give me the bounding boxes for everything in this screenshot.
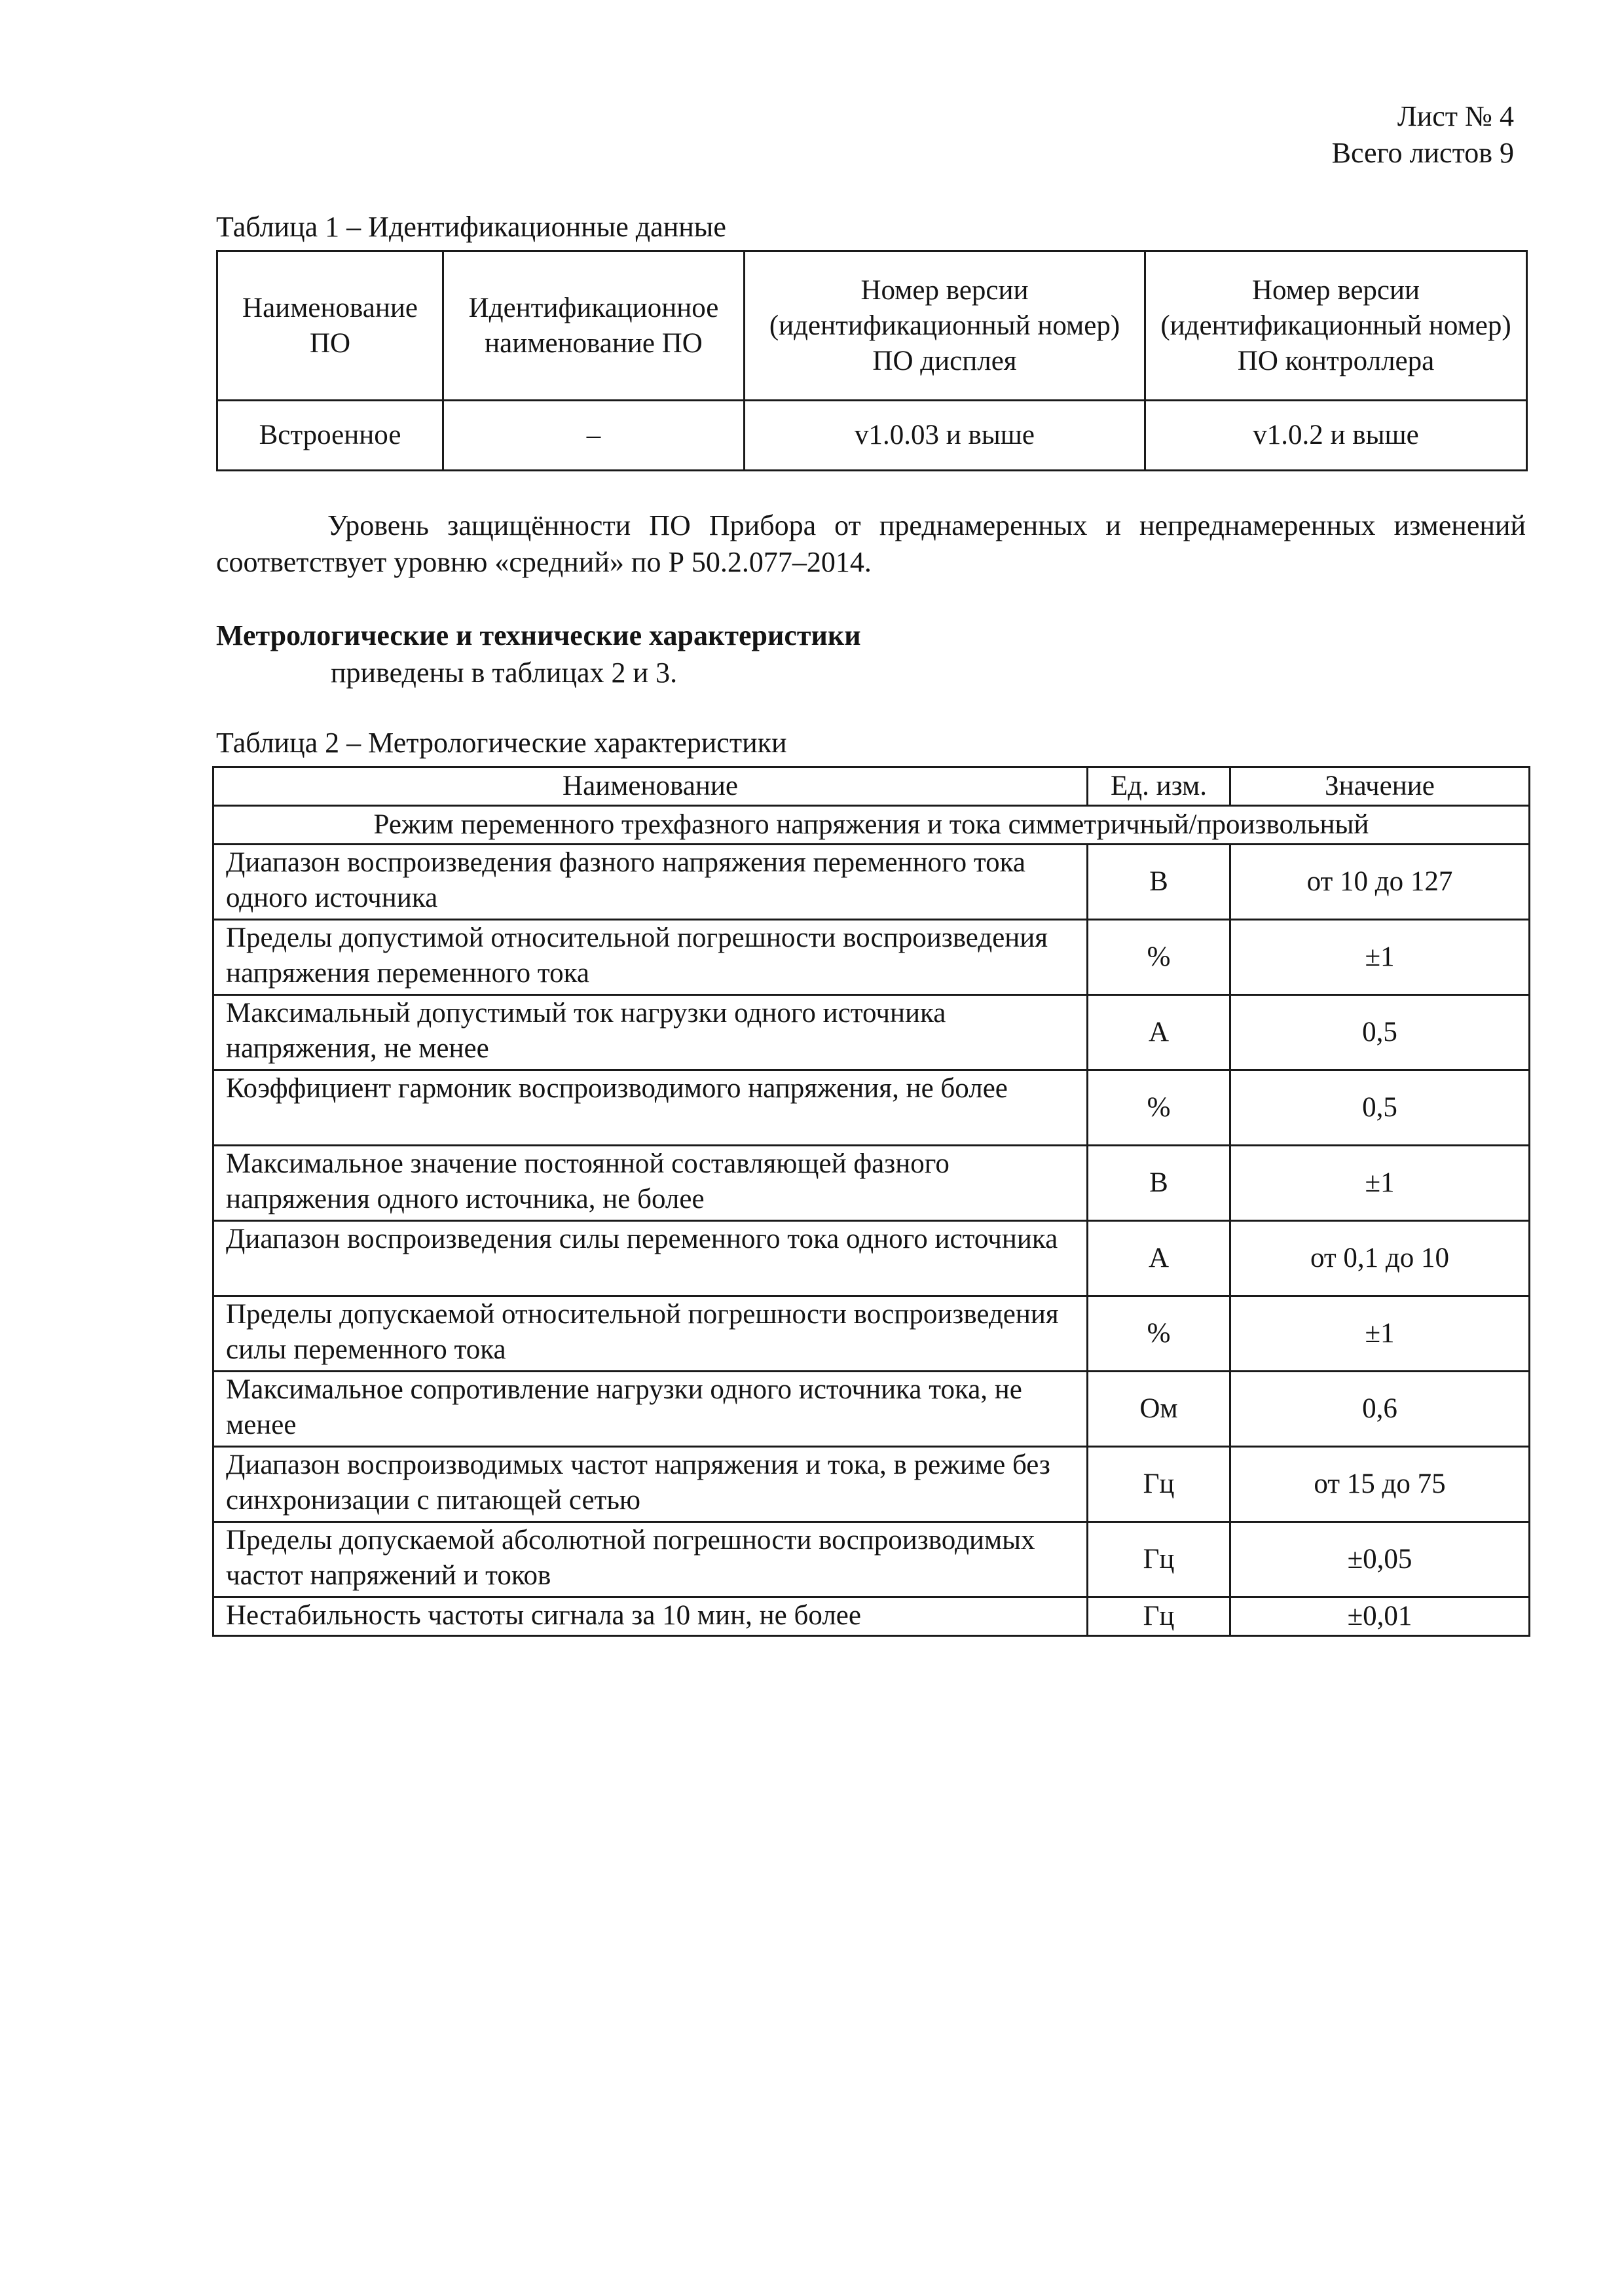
row-name: Максимальный допустимый ток нагрузки одного источника напряжения, не менее xyxy=(213,995,1088,1070)
table-row xyxy=(213,1597,1530,1636)
header-controller-version: Номер версии (идентификационный номер) ПО контроллера xyxy=(1145,251,1527,401)
header-display-version: Номер версии (идентификационный номер) ПО дисплея xyxy=(745,251,1145,401)
row-value: 0,5 xyxy=(1230,1070,1530,1146)
table-row xyxy=(213,1372,1530,1447)
protection-paragraph xyxy=(216,507,1526,581)
header-identification-name: Идентификационное наименование ПО xyxy=(443,251,745,401)
header-software-name: Наименование ПО xyxy=(217,251,443,401)
table-row xyxy=(213,1447,1530,1522)
table-row xyxy=(213,845,1530,920)
table-row xyxy=(213,1146,1530,1221)
row-name: Диапазон воспроизводимых частот напряжения и тока, в режиме без синхронизации с питающей сетью xyxy=(213,1447,1088,1522)
row-unit: % xyxy=(1088,1070,1230,1146)
row-value: 0,5 xyxy=(1230,995,1530,1070)
header-value: Значение xyxy=(1230,767,1530,806)
section-subline: приведены в таблицах 2 и 3. xyxy=(331,657,678,689)
row-value: от 15 до 75 xyxy=(1230,1447,1530,1522)
table-row xyxy=(213,1221,1530,1296)
row-name: Коэффициент гармоник воспроизводимого напряжения, не более xyxy=(213,1070,1088,1146)
header-name: Наименование xyxy=(213,767,1088,806)
section-heading: Метрологические и технические характеристики xyxy=(216,619,861,651)
row-value: ±1 xyxy=(1230,1146,1530,1221)
table-row xyxy=(217,401,1527,471)
row-unit: В xyxy=(1088,1146,1230,1221)
row-name: Пределы допустимой относительной погрешности воспроизведения напряжения переменного тока xyxy=(213,920,1088,995)
row-value: ±0,05 xyxy=(1230,1522,1530,1597)
row-name: Максимальное сопротивление нагрузки одного источника тока, не менее xyxy=(213,1372,1088,1447)
table-row xyxy=(213,995,1530,1070)
table-row xyxy=(213,1070,1530,1146)
row-unit: А xyxy=(1088,995,1230,1070)
table-header-row xyxy=(217,251,1527,401)
row-value: ±1 xyxy=(1230,1296,1530,1372)
row-name: Максимальное значение постоянной составляющей фазного напряжения одного источника, не более xyxy=(213,1146,1088,1221)
row-value: от 0,1 до 10 xyxy=(1230,1221,1530,1296)
cell-identification-name: – xyxy=(443,401,745,471)
mode-title: Режим переменного трехфазного напряжения и тока симметричный/произвольный xyxy=(213,806,1530,845)
table-header-row xyxy=(213,767,1530,806)
table-row xyxy=(213,1522,1530,1597)
page-header xyxy=(1332,98,1514,172)
cell-controller-version: v1.0.2 и выше xyxy=(1145,401,1527,471)
row-unit: % xyxy=(1088,920,1230,995)
row-unit: % xyxy=(1088,1296,1230,1372)
row-value: ±0,01 xyxy=(1230,1597,1530,1636)
row-value: ±1 xyxy=(1230,920,1530,995)
metrological-table xyxy=(212,766,1530,1637)
row-unit: А xyxy=(1088,1221,1230,1296)
table-row xyxy=(213,1296,1530,1372)
header-unit: Ед. изм. xyxy=(1088,767,1230,806)
table-row xyxy=(213,920,1530,995)
identification-table xyxy=(216,250,1528,471)
row-name: Нестабильность частоты сигнала за 10 мин, не более xyxy=(213,1597,1088,1636)
row-unit: Гц xyxy=(1088,1522,1230,1597)
row-unit: Гц xyxy=(1088,1447,1230,1522)
row-value: 0,6 xyxy=(1230,1372,1530,1447)
mode-row xyxy=(213,806,1530,845)
row-name: Диапазон воспроизведения силы переменного тока одного источника xyxy=(213,1221,1088,1296)
row-unit: Ом xyxy=(1088,1372,1230,1447)
row-value: от 10 до 127 xyxy=(1230,845,1530,920)
protection-text: Уровень защищённости ПО Прибора от преднамеренных и непреднамеренных изменений соответствует уровню «средний» по Р 50.2.077–2014. xyxy=(216,509,1526,578)
table1-caption: Таблица 1 – Идентификационные данные xyxy=(216,211,726,243)
table2-caption: Таблица 2 – Метрологические характеристики xyxy=(216,727,787,759)
cell-software-name: Встроенное xyxy=(217,401,443,471)
row-unit: Гц xyxy=(1088,1597,1230,1636)
row-name: Пределы допускаемой относительной погрешности воспроизведения силы переменного тока xyxy=(213,1296,1088,1372)
cell-display-version: v1.0.03 и выше xyxy=(745,401,1145,471)
row-name: Диапазон воспроизведения фазного напряжения переменного тока одного источника xyxy=(213,845,1088,920)
row-name: Пределы допускаемой абсолютной погрешности воспроизводимых частот напряжений и токов xyxy=(213,1522,1088,1597)
sheet-number: Лист № 4 xyxy=(1397,100,1514,132)
total-sheets: Всего листов 9 xyxy=(1331,137,1514,169)
row-unit: В xyxy=(1088,845,1230,920)
